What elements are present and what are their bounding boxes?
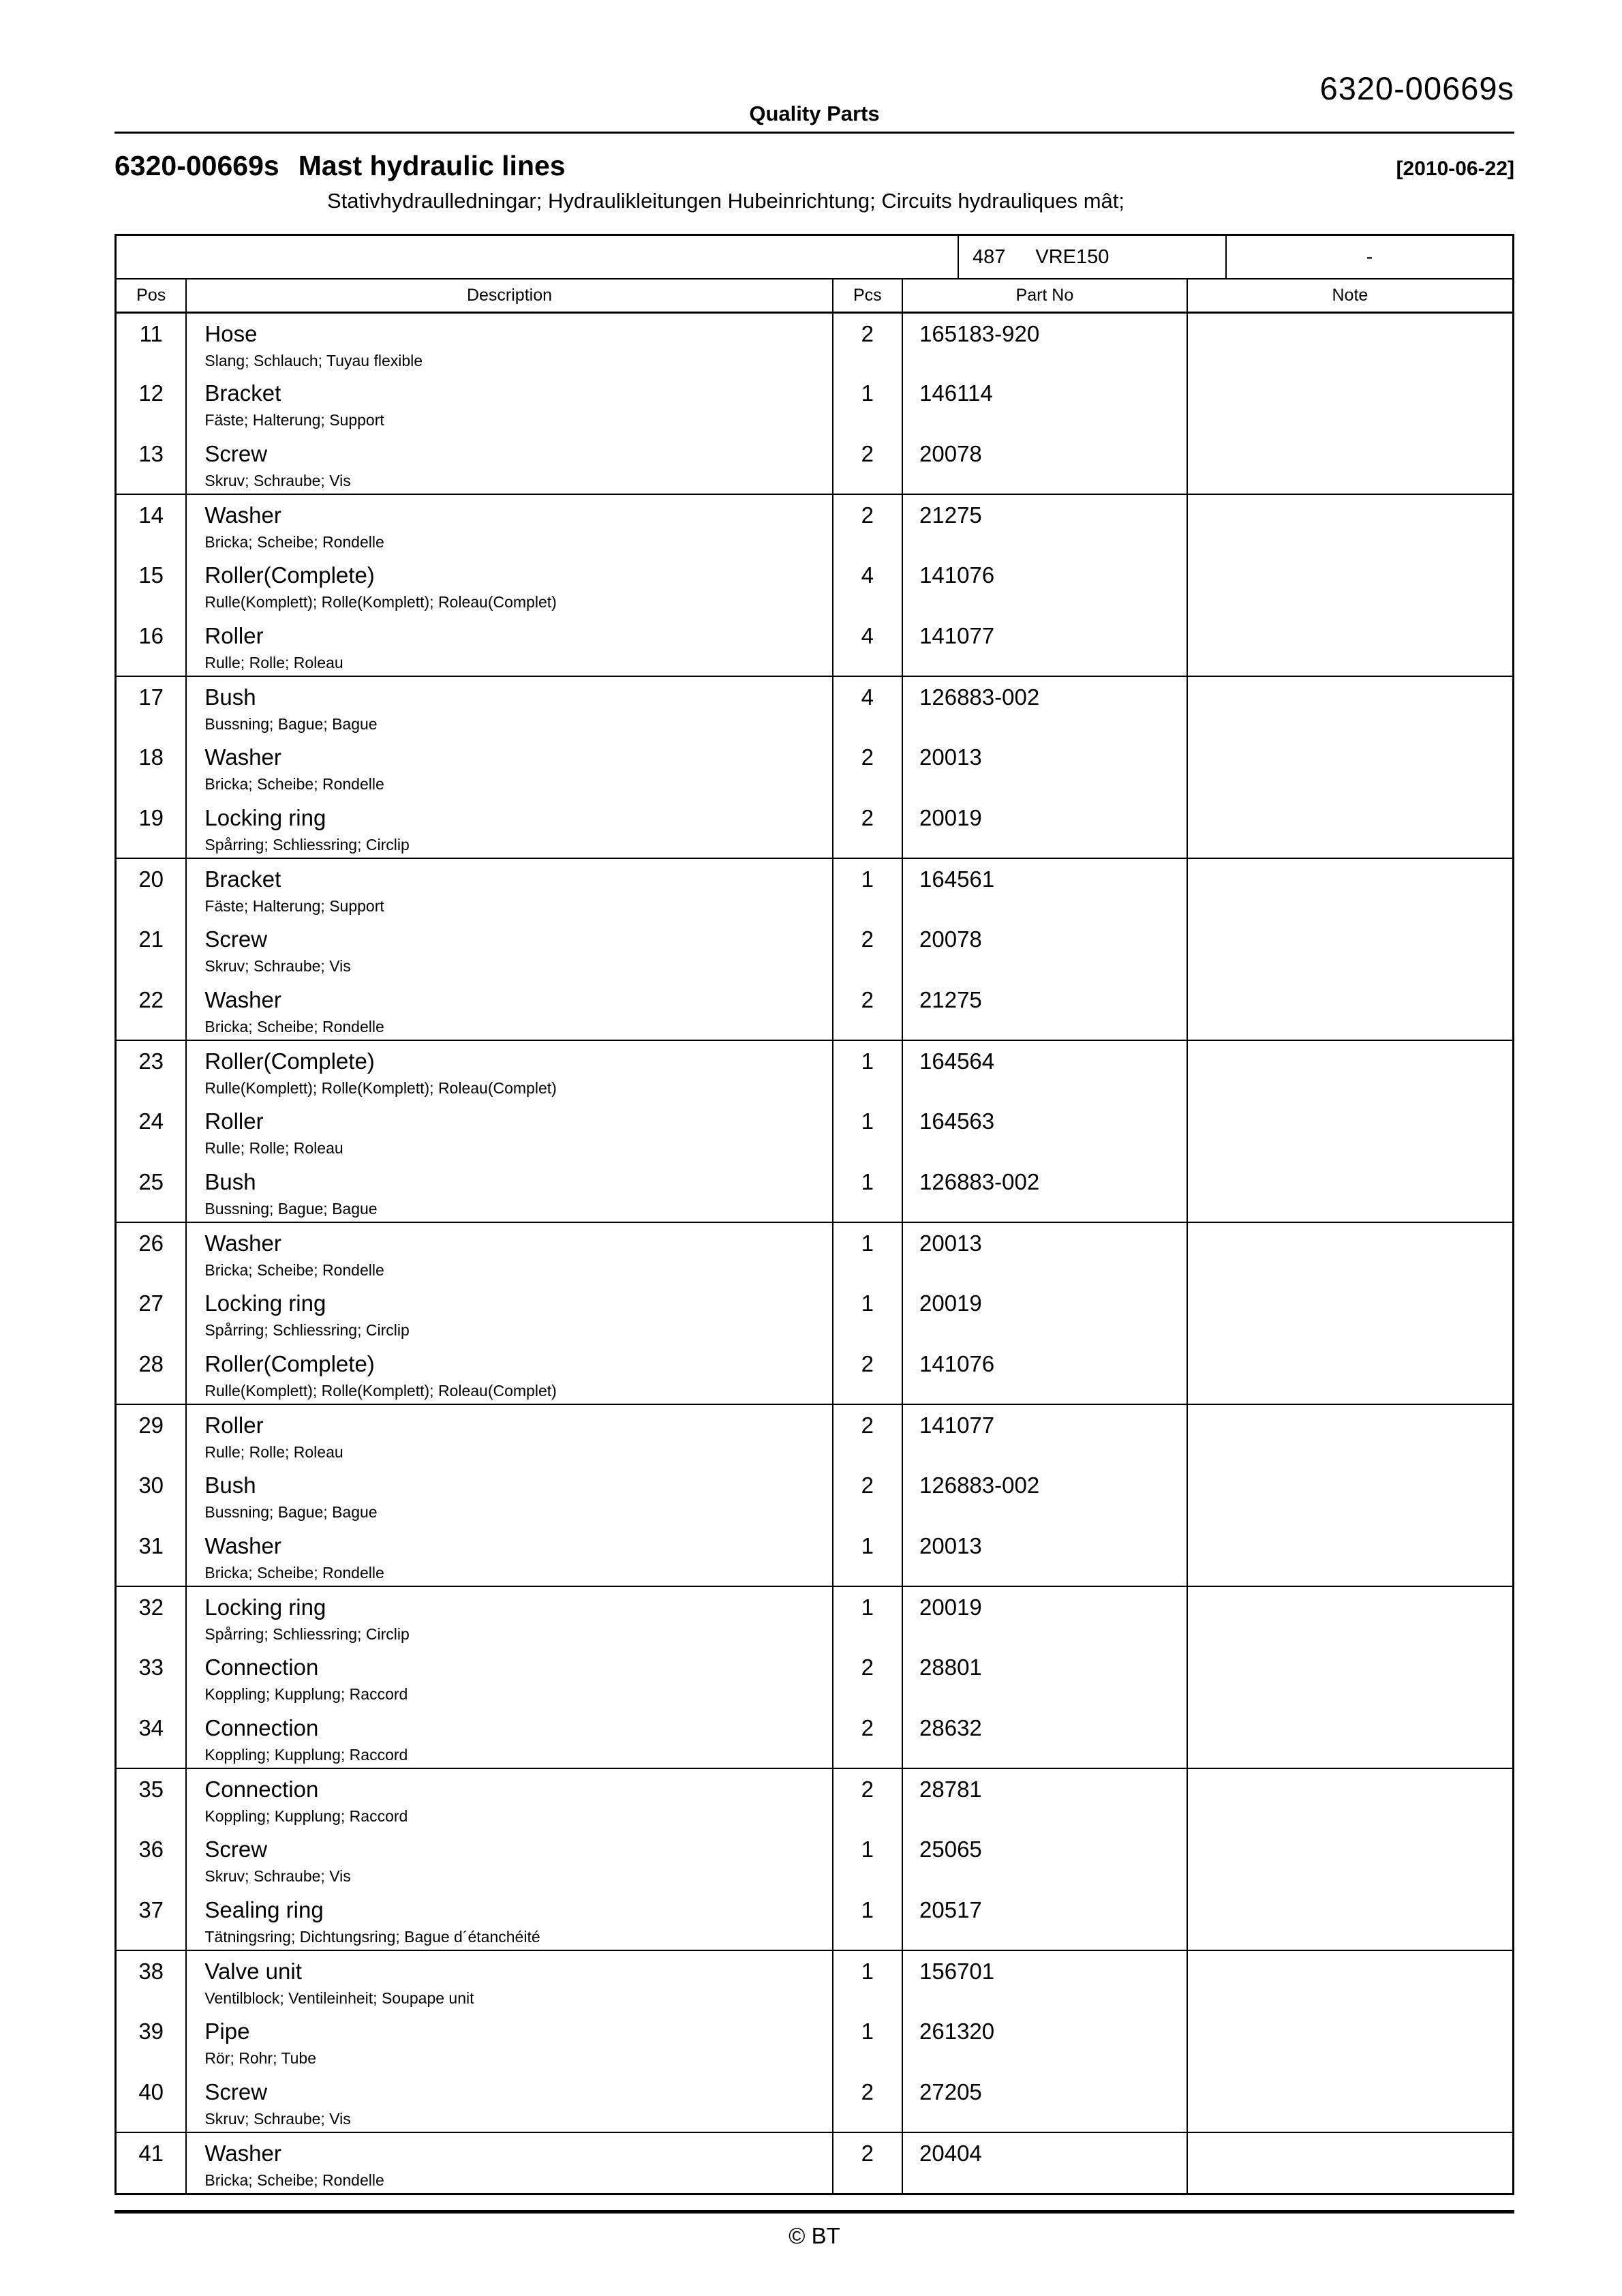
pcs-cell: 1	[833, 1162, 902, 1222]
table-row	[117, 312, 1512, 373]
table-row	[117, 1101, 1512, 1162]
table-row	[117, 1222, 1512, 1283]
note-cell	[1187, 1526, 1512, 1586]
model-row-empty-cell	[117, 236, 958, 278]
pos-cell: 24	[138, 1108, 164, 1134]
note-cell	[1187, 312, 1512, 373]
part-name-translations: Rulle(Komplett); Rolle(Komplett); Roleau(Complet)	[204, 593, 557, 611]
description-cell	[186, 1162, 832, 1222]
table-row	[117, 1829, 1512, 1890]
pcs-cell: 1	[833, 1526, 902, 1586]
part-name: Bush	[204, 1472, 256, 1498]
pos-cell: 29	[117, 1404, 186, 1465]
description-cell	[186, 1586, 832, 1647]
part-name-translations: Fäste; Halterung; Support	[204, 897, 384, 915]
pcs-cell: 2	[833, 1465, 902, 1526]
description-cell	[186, 312, 832, 373]
note-cell	[1187, 2072, 1512, 2132]
part-name: Washer	[204, 744, 281, 770]
part-name-translations: Rulle; Rolle; Roleau	[204, 1443, 343, 1461]
pos-cell: 41	[117, 2132, 186, 2193]
part-no-cell: 261320	[902, 2011, 1187, 2072]
footer-rule	[114, 2210, 1514, 2214]
parts-table	[117, 280, 1512, 2193]
table-row	[117, 1950, 1512, 2011]
note-cell	[1187, 858, 1512, 919]
part-no-cell: 25065	[902, 1829, 1187, 1890]
model-cell	[958, 236, 1225, 278]
description-cell	[186, 2132, 832, 2193]
table-row	[117, 555, 1512, 616]
part-no-cell: 164564	[902, 1040, 1187, 1101]
pcs-cell: 2	[833, 2072, 902, 2132]
pcs-cell: 2	[833, 494, 902, 555]
part-name-translations: Koppling; Kupplung; Raccord	[204, 1746, 408, 1764]
note-cell	[1187, 1586, 1512, 1647]
part-no-cell: 28801	[902, 1647, 1187, 1708]
description-cell	[186, 798, 832, 858]
description-cell	[186, 737, 832, 798]
part-name: Connection	[204, 1715, 319, 1740]
pos-cell: 39	[138, 2019, 164, 2044]
table-row	[117, 1465, 1512, 1526]
table-row	[117, 676, 1512, 737]
pos-cell: 25	[138, 1169, 164, 1194]
part-name-translations: Slang; Schlauch; Tuyau flexible	[204, 351, 423, 369]
part-no-cell: 20013	[902, 1222, 1187, 1283]
table-row	[117, 2072, 1512, 2132]
description-cell	[186, 858, 832, 919]
part-name-translations: Spårring; Schliessring; Circlip	[204, 1625, 410, 1643]
pcs-cell: 1	[833, 1283, 902, 1344]
pos-cell: 40	[138, 2079, 164, 2104]
description-cell	[186, 1283, 832, 1344]
part-no-cell: 126883-002	[902, 676, 1187, 737]
note-cell	[1187, 1162, 1512, 1222]
part-name: Sealing ring	[204, 1897, 324, 1922]
part-name-translations: Skruv; Schraube; Vis	[204, 1867, 351, 1885]
pcs-cell: 1	[833, 373, 902, 434]
note-cell	[1187, 1283, 1512, 1344]
note-cell	[1187, 1890, 1512, 1950]
pcs-cell: 1	[833, 1890, 902, 1950]
note-cell	[1187, 434, 1512, 494]
pcs-cell: 2	[833, 1404, 902, 1465]
note-cell	[1187, 2132, 1512, 2193]
table-row	[117, 1404, 1512, 1465]
table-row	[117, 2011, 1512, 2072]
pos-cell: 14	[117, 494, 186, 555]
part-name: Roller(Complete)	[204, 562, 375, 588]
part-no-cell: 28632	[902, 1708, 1187, 1768]
part-name-translations: Bricka; Scheibe; Rondelle	[204, 1018, 384, 1036]
description-cell	[186, 2072, 832, 2132]
part-name: Screw	[204, 2079, 268, 2104]
part-name-translations: Koppling; Kupplung; Raccord	[204, 1807, 408, 1825]
part-name-translations: Spårring; Schliessring; Circlip	[204, 1321, 410, 1339]
part-name: Washer	[204, 1533, 281, 1558]
part-no-cell: 156701	[902, 1950, 1187, 2011]
pcs-cell: 1	[833, 1040, 902, 1101]
part-name: Roller(Complete)	[204, 1351, 375, 1376]
pos-cell: 12	[138, 380, 164, 406]
part-name: Washer	[204, 987, 281, 1012]
part-name: Screw	[204, 441, 268, 466]
description-cell	[186, 919, 832, 980]
note-cell	[1187, 1404, 1512, 1465]
description-cell	[186, 555, 832, 616]
page-content	[114, 0, 1514, 2249]
part-no-cell: 28781	[902, 1768, 1187, 1829]
part-no-cell: 20013	[902, 1526, 1187, 1586]
part-no-cell: 141076	[902, 555, 1187, 616]
pos-cell: 13	[138, 441, 164, 466]
part-name-translations: Bussning; Bague; Bague	[204, 1200, 378, 1218]
pos-cell: 16	[138, 623, 164, 648]
part-name-translations: Ventilblock; Ventileinheit; Soupape unit	[204, 1989, 474, 2007]
title-row	[114, 150, 1514, 182]
pcs-cell: 2	[833, 434, 902, 494]
part-no-cell: 20019	[902, 1586, 1187, 1647]
pos-cell: 19	[138, 805, 164, 830]
table-row	[117, 1890, 1512, 1950]
part-name: Washer	[204, 1230, 281, 1256]
table-row	[117, 919, 1512, 980]
table-row	[117, 1768, 1512, 1829]
table-row	[117, 1708, 1512, 1768]
note-cell	[1187, 980, 1512, 1040]
title-document-code: 6320-00669s	[114, 150, 279, 181]
description-cell	[186, 1647, 832, 1708]
part-name-translations: Fäste; Halterung; Support	[204, 411, 384, 429]
description-cell	[186, 1040, 832, 1101]
note-cell	[1187, 1465, 1512, 1526]
part-no-cell: 21275	[902, 980, 1187, 1040]
part-name: Roller(Complete)	[204, 1048, 375, 1074]
pos-cell: 26	[117, 1222, 186, 1283]
part-name-translations: Rulle(Komplett); Rolle(Komplett); Roleau(Complet)	[204, 1382, 557, 1400]
description-cell	[186, 1404, 832, 1465]
part-no-cell: 141076	[902, 1344, 1187, 1404]
part-name-translations: Bricka; Scheibe; Rondelle	[204, 533, 384, 551]
quality-parts-label: Quality Parts	[749, 102, 880, 125]
part-name: Connection	[204, 1777, 319, 1802]
part-name-translations: Bussning; Bague; Bague	[204, 1503, 378, 1521]
part-no-cell: 20019	[902, 1283, 1187, 1344]
description-cell	[186, 1465, 832, 1526]
part-no-cell: 141077	[902, 616, 1187, 676]
note-cell	[1187, 676, 1512, 737]
description-cell	[186, 980, 832, 1040]
part-no-cell: 126883-002	[902, 1162, 1187, 1222]
pos-cell: 34	[138, 1715, 164, 1740]
pos-cell: 35	[117, 1768, 186, 1829]
part-no-cell: 126883-002	[902, 1465, 1187, 1526]
table-row	[117, 1283, 1512, 1344]
part-name: Screw	[204, 1837, 268, 1862]
part-name: Bracket	[204, 380, 281, 406]
pcs-cell: 2	[833, 798, 902, 858]
part-name: Locking ring	[204, 1595, 326, 1620]
description-cell	[186, 1829, 832, 1890]
pcs-cell: 1	[833, 1950, 902, 2011]
pcs-cell: 2	[833, 1647, 902, 1708]
col-header-pos: Pos	[117, 280, 186, 312]
pcs-cell: 1	[833, 1586, 902, 1647]
part-name-translations: Bricka; Scheibe; Rondelle	[204, 775, 384, 793]
column-header-row	[117, 280, 1512, 312]
note-cell	[1187, 1768, 1512, 1829]
description-cell	[186, 1222, 832, 1283]
description-cell	[186, 494, 832, 555]
pcs-cell: 2	[833, 312, 902, 373]
col-header-note: Note	[1187, 280, 1512, 312]
part-name: Roller	[204, 1413, 264, 1438]
pos-cell: 15	[138, 562, 164, 588]
description-cell	[186, 434, 832, 494]
description-cell	[186, 1890, 832, 1950]
part-no-cell: 27205	[902, 2072, 1187, 2132]
pcs-cell: 2	[833, 737, 902, 798]
part-name: Roller	[204, 623, 264, 648]
description-cell	[186, 2011, 832, 2072]
part-name-translations: Rulle; Rolle; Roleau	[204, 1139, 343, 1157]
note-cell	[1187, 2011, 1512, 2072]
part-name-translations: Skruv; Schraube; Vis	[204, 2110, 351, 2128]
description-cell	[186, 1526, 832, 1586]
serial-cell: -	[1225, 236, 1512, 278]
part-no-cell: 20404	[902, 2132, 1187, 2193]
part-name: Roller	[204, 1108, 264, 1134]
note-cell	[1187, 798, 1512, 858]
part-no-cell: 146114	[902, 373, 1187, 434]
col-header-part-no: Part No	[902, 280, 1187, 312]
pos-cell: 32	[117, 1586, 186, 1647]
part-name: Screw	[204, 926, 268, 952]
part-name: Locking ring	[204, 805, 326, 830]
pos-cell: 22	[138, 987, 164, 1012]
part-name-translations: Rulle; Rolle; Roleau	[204, 654, 343, 671]
note-cell	[1187, 373, 1512, 434]
pcs-cell: 2	[833, 919, 902, 980]
part-name: Bush	[204, 1169, 256, 1194]
pos-cell: 28	[138, 1351, 164, 1376]
description-cell	[186, 1344, 832, 1404]
part-name-translations: Rör; Rohr; Tube	[204, 2049, 317, 2067]
part-name-translations: Bricka; Scheibe; Rondelle	[204, 2171, 384, 2189]
note-cell	[1187, 1950, 1512, 2011]
table-row	[117, 1344, 1512, 1404]
part-name-translations: Koppling; Kupplung; Raccord	[204, 1685, 408, 1703]
pos-cell: 23	[117, 1040, 186, 1101]
part-no-cell: 164563	[902, 1101, 1187, 1162]
pos-cell: 17	[117, 676, 186, 737]
parts-table-body	[117, 312, 1512, 2193]
note-cell	[1187, 1222, 1512, 1283]
part-name-translations: Rulle(Komplett); Rolle(Komplett); Roleau(Complet)	[204, 1079, 557, 1097]
note-cell	[1187, 494, 1512, 555]
pcs-cell: 2	[833, 2132, 902, 2193]
part-name: Hose	[204, 320, 258, 346]
model-row	[117, 236, 1512, 280]
part-name: Bracket	[204, 866, 281, 892]
pos-cell: 20	[117, 858, 186, 919]
part-name-translations: Bussning; Bague; Bague	[204, 715, 378, 733]
part-no-cell: 21275	[902, 494, 1187, 555]
pos-cell: 21	[138, 926, 164, 952]
description-cell	[186, 1101, 832, 1162]
table-row	[117, 1647, 1512, 1708]
description-cell	[186, 676, 832, 737]
pcs-cell: 1	[833, 1829, 902, 1890]
pos-cell: 27	[138, 1290, 164, 1316]
note-cell	[1187, 616, 1512, 676]
pcs-cell: 1	[833, 1101, 902, 1162]
title-translations: Stativhydraulledningar; Hydraulikleitungen Hubeinrichtung; Circuits hydrauliques mât;	[327, 189, 1125, 213]
pos-cell: 31	[138, 1533, 164, 1558]
table-row	[117, 798, 1512, 858]
pos-cell: 37	[138, 1897, 164, 1922]
note-cell	[1187, 1708, 1512, 1768]
footer-copyright: © BT	[789, 2223, 840, 2248]
part-name: Valve unit	[204, 1959, 302, 1984]
table-row	[117, 980, 1512, 1040]
note-cell	[1187, 555, 1512, 616]
part-no-cell: 141077	[902, 1404, 1187, 1465]
table-row	[117, 616, 1512, 676]
parts-table-wrap	[114, 234, 1514, 2195]
table-row	[117, 1040, 1512, 1101]
pcs-cell: 2	[833, 1768, 902, 1829]
pcs-cell: 1	[833, 2011, 902, 2072]
pos-cell: 30	[138, 1472, 164, 1498]
table-row	[117, 737, 1512, 798]
description-cell	[186, 1708, 832, 1768]
table-row	[117, 1526, 1512, 1586]
pcs-cell: 4	[833, 676, 902, 737]
note-cell	[1187, 1344, 1512, 1404]
document-date: [2010-06-22]	[1396, 157, 1514, 180]
description-cell	[186, 373, 832, 434]
table-row	[117, 373, 1512, 434]
pcs-cell: 4	[833, 616, 902, 676]
part-no-cell: 20019	[902, 798, 1187, 858]
pos-cell: 38	[117, 1950, 186, 2011]
part-name-translations: Spårring; Schliessring; Circlip	[204, 836, 410, 854]
page-header	[114, 0, 1514, 134]
part-name: Connection	[204, 1655, 319, 1680]
part-no-cell: 165183-920	[902, 312, 1187, 373]
part-name-translations: Skruv; Schraube; Vis	[204, 957, 351, 975]
note-cell	[1187, 1647, 1512, 1708]
part-name-translations: Bricka; Scheibe; Rondelle	[204, 1564, 384, 1582]
pos-cell: 33	[138, 1655, 164, 1680]
part-name-translations: Bricka; Scheibe; Rondelle	[204, 1261, 384, 1279]
part-name-translations: Tätningsring; Dichtungsring; Bague d´étanchéité	[204, 1928, 540, 1946]
note-cell	[1187, 1040, 1512, 1101]
part-no-cell: 164561	[902, 858, 1187, 919]
part-name-translations: Skruv; Schraube; Vis	[204, 472, 351, 489]
part-name: Pipe	[204, 2019, 250, 2044]
note-cell	[1187, 1829, 1512, 1890]
table-row	[117, 1586, 1512, 1647]
note-cell	[1187, 737, 1512, 798]
pcs-cell: 2	[833, 1344, 902, 1404]
table-row	[117, 2132, 1512, 2193]
description-cell	[186, 1950, 832, 2011]
table-row	[117, 434, 1512, 494]
pos-cell: 11	[139, 320, 163, 346]
model-code: VRE150	[1035, 245, 1110, 268]
col-header-pcs: Pcs	[833, 280, 902, 312]
figure-number: 487	[973, 245, 1006, 268]
part-no-cell: 20078	[902, 434, 1187, 494]
pcs-cell: 1	[833, 858, 902, 919]
note-cell	[1187, 919, 1512, 980]
description-cell	[186, 1768, 832, 1829]
part-name: Washer	[204, 502, 281, 528]
part-name: Bush	[204, 684, 256, 710]
pcs-cell: 1	[833, 1222, 902, 1283]
part-name: Locking ring	[204, 1290, 326, 1316]
document-number-header: 6320-00669s	[1319, 70, 1514, 106]
table-row	[117, 858, 1512, 919]
description-cell	[186, 616, 832, 676]
part-no-cell: 20013	[902, 737, 1187, 798]
table-row	[117, 494, 1512, 555]
col-header-description: Description	[186, 280, 832, 312]
pcs-cell: 4	[833, 555, 902, 616]
part-no-cell: 20078	[902, 919, 1187, 980]
note-cell	[1187, 1101, 1512, 1162]
pcs-cell: 2	[833, 1708, 902, 1768]
part-name: Washer	[204, 2141, 281, 2166]
pcs-cell: 2	[833, 980, 902, 1040]
table-row	[117, 1162, 1512, 1222]
pos-cell: 18	[138, 744, 164, 770]
pos-cell: 36	[138, 1837, 164, 1862]
part-no-cell: 20517	[902, 1890, 1187, 1950]
page-title: Mast hydraulic lines	[298, 150, 566, 181]
